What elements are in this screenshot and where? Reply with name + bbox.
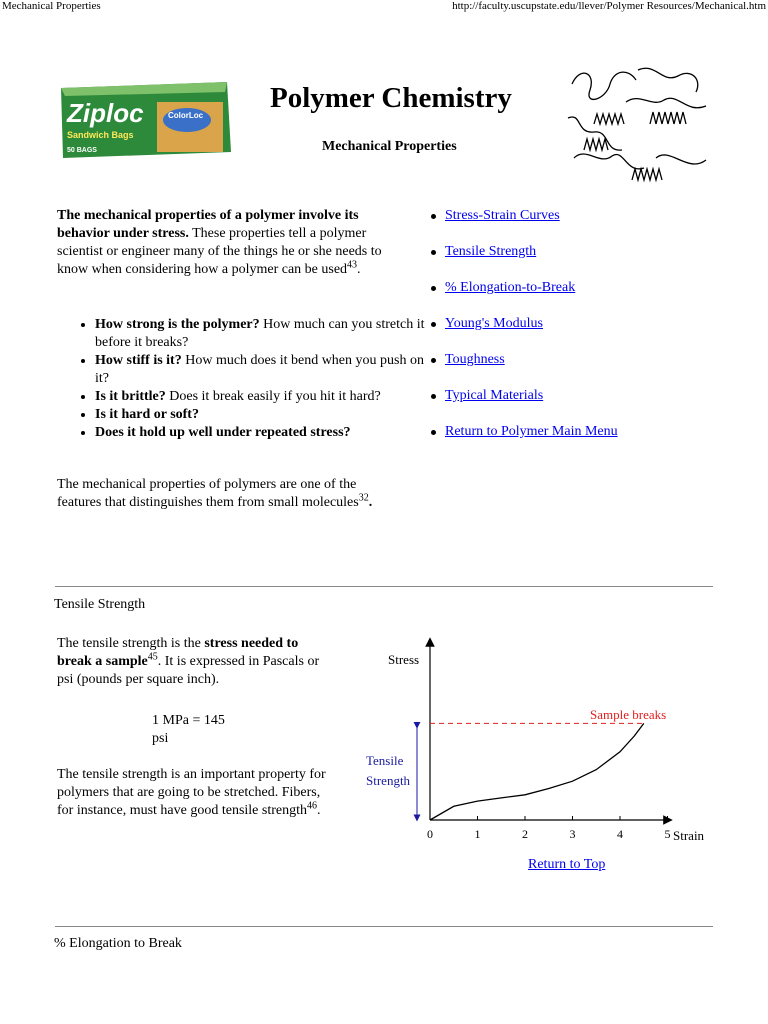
folded-chain-path: [632, 169, 662, 180]
closing-end: .: [368, 495, 373, 510]
x-tick-label: 1: [474, 827, 481, 841]
tensile-heading: Tensile Strength: [54, 597, 146, 612]
questions-list: [57, 316, 427, 442]
folded-chain-path: [650, 112, 686, 124]
nav-link-elongation[interactable]: % Elongation-to-Break: [445, 280, 576, 295]
tensile-p1-start: The tensile strength is the: [57, 636, 205, 651]
nav-item: [430, 352, 618, 388]
question-text: How much can you stretch it before it breaks?: [95, 317, 425, 350]
chain-path: [638, 68, 698, 92]
nav-link-tensile-strength[interactable]: Tensile Strength: [445, 244, 537, 259]
tensile-label-line-2: Strength: [366, 773, 411, 788]
list-item: [95, 424, 427, 442]
nav-link-stress-strain[interactable]: Stress-Strain Curves: [445, 208, 560, 223]
section-divider: [55, 926, 713, 927]
nav-item: [430, 208, 618, 244]
page-title: Polymer Chemistry: [270, 82, 512, 114]
x-tick-label: 2: [522, 827, 528, 841]
return-to-top-link[interactable]: Return to Top: [528, 857, 606, 872]
closing-ref: 32: [358, 492, 369, 504]
intro-end: .: [357, 262, 361, 277]
header-url: http://faculty.uscupstate.edu/llever/Polymer Resources/Mechanical.htm: [452, 0, 766, 12]
chain-path: [656, 155, 706, 164]
elongation-heading: % Elongation to Break: [54, 936, 182, 951]
nav-item: [430, 388, 618, 424]
tensile-p1-end: . It is expressed in Pascals or psi (pounds per square inch).: [57, 654, 320, 687]
tensile-p2-text: The tensile strength is an important property for polymers that are going to be stretched. Fibers, for instance, must have good tensile strength: [57, 767, 326, 818]
list-item: [95, 406, 427, 424]
x-tick-label: 0: [427, 827, 433, 841]
question-bold: How stiff is it?: [95, 353, 182, 368]
section-divider: [55, 586, 713, 587]
logo-count: 50 BAGS: [67, 147, 97, 154]
folded-chain-path: [584, 139, 608, 150]
list-item: [95, 316, 427, 352]
x-axis-label: Strain: [673, 828, 705, 843]
tensile-p1-ref: 45: [147, 651, 158, 663]
list-item: [95, 388, 427, 406]
nav-item: [430, 244, 618, 280]
stress-strain-chart: [340, 630, 720, 860]
nav-link-youngs-modulus[interactable]: Young's Modulus: [445, 316, 543, 331]
tensile-paragraph: [57, 635, 332, 689]
tensile-label-line-1: Tensile: [366, 753, 404, 768]
nav-link-toughness[interactable]: Toughness: [445, 352, 505, 367]
nav-item: [430, 424, 618, 460]
question-text: How much does it bend when you push on it?: [95, 353, 424, 386]
logo-product: Sandwich Bags: [67, 130, 134, 140]
closing-text: The mechanical properties of polymers are one of the features that distinguishes them from small molecules: [57, 477, 359, 510]
chain-path: [572, 72, 636, 99]
y-axis-label: Stress: [388, 652, 420, 667]
nav-link-main-menu[interactable]: Return to Polymer Main Menu: [445, 424, 618, 439]
tensile-p2-end: .: [317, 803, 321, 818]
intro-paragraph: [57, 207, 387, 279]
ziploc-box-image: [57, 80, 233, 162]
intro-text: These properties tell a polymer scientist or engineer many of the things he or she needs to know when considering how a polymer can be used: [57, 226, 382, 277]
question-bold: Is it brittle?: [95, 389, 166, 404]
conversion-line-2: psi: [152, 731, 169, 746]
tensile-importance-paragraph: [57, 766, 335, 820]
closing-paragraph: [57, 476, 392, 512]
nav-item: [430, 280, 618, 316]
nav-item: [430, 316, 618, 352]
chain-path: [574, 154, 644, 169]
list-item: [95, 352, 427, 388]
question-bold: Is it hard or soft?: [95, 407, 199, 422]
logo-brand: Ziploc: [67, 98, 144, 128]
section-nav: [430, 208, 618, 460]
intro-ref: 43: [347, 259, 358, 271]
tensile-p1-bold: stress needed to break a sample: [57, 636, 299, 669]
x-tick-label: 5: [664, 827, 671, 841]
stress-strain-curve: [430, 723, 644, 820]
sample-breaks-label: Sample breaks: [590, 707, 667, 722]
chain-path: [626, 98, 706, 108]
header-page-title: Mechanical Properties: [2, 0, 101, 12]
conversion-line-1: 1 MPa = 145: [152, 713, 225, 728]
x-tick-label: 3: [569, 827, 576, 841]
polymer-chains-image: [566, 62, 714, 188]
folded-chain-path: [594, 114, 624, 124]
nav-link-typical-materials[interactable]: Typical Materials: [445, 388, 544, 403]
tensile-p2-ref: 46: [307, 800, 317, 812]
question-text: Does it break easily if you hit it hard?: [165, 389, 381, 404]
x-tick-label: 4: [617, 827, 623, 841]
page-subtitle: Mechanical Properties: [322, 139, 457, 154]
question-bold: How strong is the polymer?: [95, 317, 260, 332]
logo-sub-brand: ColorLoc: [168, 111, 204, 120]
question-bold: Does it hold up well under repeated stress?: [95, 425, 351, 440]
intro-bold: The mechanical properties of a polymer involve its behavior under stress.: [57, 208, 359, 241]
